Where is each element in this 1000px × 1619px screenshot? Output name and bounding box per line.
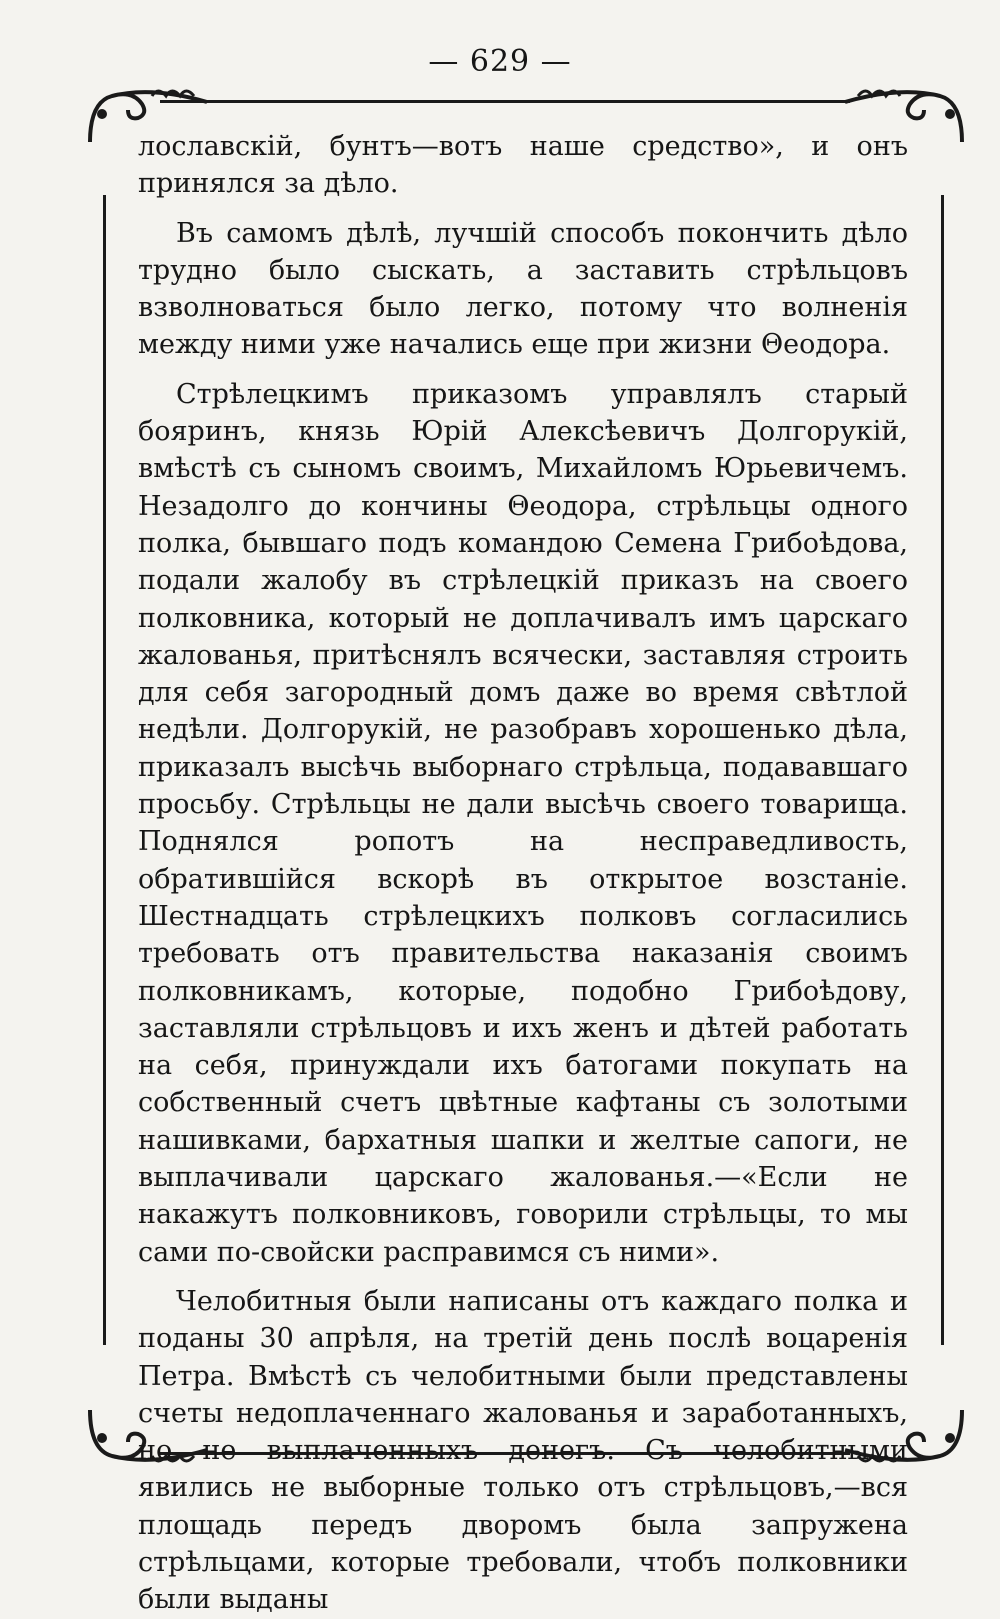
paragraph: Челобитныя были написаны отъ каждаго полка и поданы 30 апрѣля, на третій день послѣ воцаренія Петра. Вмѣстѣ съ челобитными были представлены счеты недоплаченнаго жалованья и заработанныхъ, но не выплаченныхъ денегъ. Съ челобитными явились не выборные только отъ стрѣльцовъ,—вся площадь передъ дворомъ была запружена стрѣльцами, которые требовали, чтобъ полковники были выданы <box>138 1285 908 1616</box>
body-text <box>138 128 908 1619</box>
right-rule <box>941 195 944 1345</box>
paragraph: Въ самомъ дѣлѣ, лучшій способъ покончить дѣло трудно было сыскать, а заставить стрѣльцовъ взволноваться было легко, потому что волненія между ними уже начались еще при жизни Θеодора. <box>138 217 908 361</box>
top-rule <box>160 100 850 103</box>
paragraph-continuation: лославскій, бунтъ—вотъ наше средство», и онъ принялся за дѣло. <box>138 131 908 200</box>
paragraph: Стрѣлецкимъ приказомъ управлялъ старый бояринъ, князь Юрій Алексѣевичъ Долгорукій, вмѣстѣ съ сыномъ своимъ, Михайломъ Юрьевичемъ. Незадолго до кончины Θеодора, стрѣльцы одного полка, бывшаго подъ командою Семена Грибоѣдова, подали жалобу въ стрѣлецкій приказъ на своего полковника, который не доплачивалъ имъ царскаго жалованья, притѣснялъ всячески, заставляя строить для себя загородный домъ даже во время свѣтлой недѣли. Долгорукій, не разобравъ хорошенько дѣла, приказалъ высѣчь выборнаго стрѣльца, подававшаго просьбу. Стрѣльцы не дали высѣчь своего товарища. Поднялся ропотъ на несправедливость, обратившійся вскорѣ въ открытое возстаніе. Шестнадцать стрѣлецкихъ полковъ согласились требовать отъ правительства наказанія своимъ полковникамъ, которые, подобно Грибоѣдову, заставляли стрѣльцовъ и ихъ женъ и дѣтей работать на себя, принуждали ихъ батогами покупать на собственный счетъ цвѣтные кафтаны съ золотыми нашивками, бархатныя шапки и желтые сапоги, не выплачивали царскаго жалованья.—«Если не накажутъ полковниковъ, говорили стрѣльцы, то мы сами по-свойски расправимся съ ними». <box>138 378 908 1268</box>
page-number: — 629 — <box>428 44 572 79</box>
left-rule <box>103 195 106 1345</box>
